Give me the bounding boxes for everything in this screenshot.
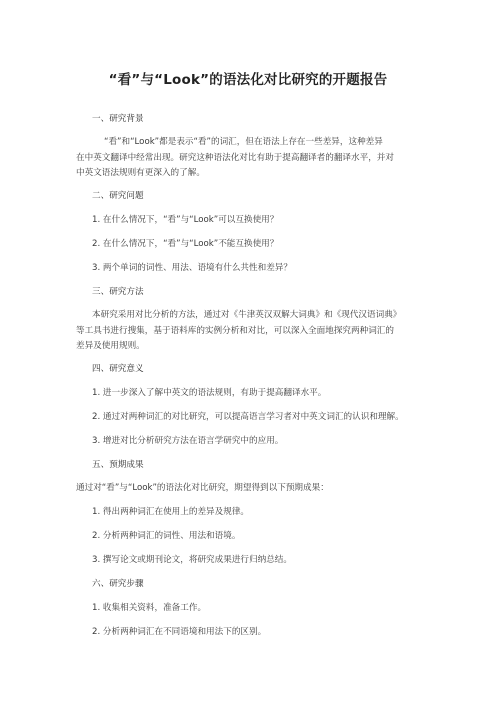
section-heading-significance: 四、研究意义 xyxy=(92,364,144,374)
section-heading-background: 一、研究背景 xyxy=(92,114,144,124)
section-heading-questions: 二、研究问题 xyxy=(92,191,144,201)
list-item: 2. 分析两种词汇在不同语境和用法下的区别。 xyxy=(92,627,267,637)
list-item: 2. 通过对两种词汇的对比研究，可以提高语言学习者对中英文词汇的认识和理解。 xyxy=(92,412,404,422)
section-heading-expected-results: 五、预期成果 xyxy=(92,460,144,470)
list-item: 3. 撰写论文或期刊论文，将研究成果进行归纳总结。 xyxy=(92,555,292,565)
paragraph-line: 本研究采用对比分析的方法，通过对《牛津英汉双解大词典》和《现代汉语词典》 xyxy=(92,310,402,320)
list-item: 1. 进一步深入了解中英文的语法规则，有助于提高翻译水平。 xyxy=(92,388,327,398)
section-heading-methods: 三、研究方法 xyxy=(92,287,144,297)
list-item: 2. 分析两种词汇的词性、用法和语境。 xyxy=(92,531,241,541)
document-title: “看”与“Look”的语法化对比研究的开题报告 xyxy=(108,72,388,88)
list-item: 2. 在什么情况下，“看”与“Look”不能互换使用？ xyxy=(92,239,279,249)
paragraph-line: 差异及使用规则。 xyxy=(76,341,145,351)
section-heading-steps: 六、研究步骤 xyxy=(92,579,144,589)
list-item: 1. 在什么情况下，“看”与“Look”可以互换使用？ xyxy=(92,215,279,225)
list-item: 3. 两个单词的词性、用法、语境有什么共性和差异？ xyxy=(92,263,292,273)
paragraph-line: “看”和“Look”都是表示“看”的词汇，但在语法上存在一些差异，这种差异 xyxy=(104,137,383,147)
paragraph-line: 通过对“看”与“Look”的语法化对比研究，期望得到以下预期成果： xyxy=(76,483,329,493)
paragraph-line: 等工具书进行搜集，基于语料库的实例分析和对比，可以深入全面地探究两种词汇的 xyxy=(76,326,394,336)
list-item: 1. 收集相关资料，准备工作。 xyxy=(92,603,207,613)
list-item: 3. 增进对比分析研究方法在语言学研究中的应用。 xyxy=(92,436,284,446)
paragraph-line: 在中英文翻译中经常出现。研究这种语法化对比有助于提高翻译者的翻译水平，并对 xyxy=(76,153,394,163)
list-item: 1. 得出两种词汇在使用上的差异及规律。 xyxy=(92,507,250,517)
paragraph-line: 中英文语法规则有更深入的了解。 xyxy=(76,168,205,178)
